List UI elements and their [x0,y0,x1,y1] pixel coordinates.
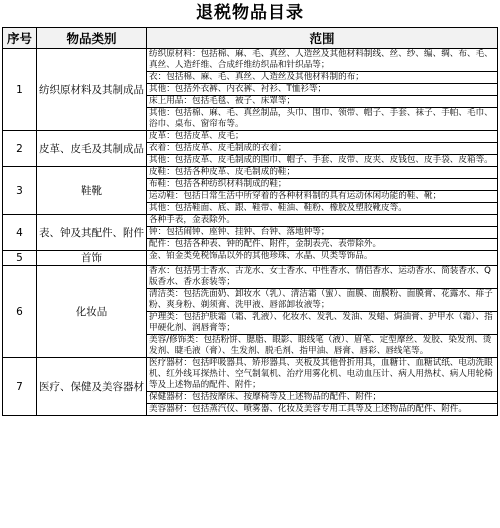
table-row [3,49,498,72]
table-row [3,251,498,266]
scope-cell: 其他：包括鞋面、底、跟、鞋带、鞋油、鞋粉、橡胶及塑胶靴皮等。 [147,203,498,215]
row-number: 2 [3,131,37,167]
scope-cell: 各种手表，金表除外。 [147,215,498,227]
scope-cell: 衣着：包括皮革、皮毛制成的衣着； [147,143,498,155]
row-number: 3 [3,167,37,215]
scope-cell: 护理类：包括护肤霜（霜、乳液）、化妆水、发乳、发油、发蜡、焗油膏、护甲水（霜）、指甲硬化剂、润唇膏等； [147,312,498,335]
category-name: 鞋靴 [37,167,147,215]
scope-cell: 保健器材：包括按摩床、按摩椅等及上述物品的配件、附件； [147,392,498,404]
scope-cell: 其他：包括棉、麻、毛、真丝制品，头巾、围巾、领带、帽子、手套、袜子、手帕、毛巾、浴巾、桌布、窗帘布等。 [147,108,498,131]
category-name: 化妆品 [37,266,147,358]
scope-cell: 衣：包括棉、麻、毛、真丝、人造丝及其他材料制的布； [147,72,498,84]
scope-cell: 其他：包括皮革、皮毛制成的围巾、帽子、手套、皮带、皮夹、皮钱包、皮手袋、皮箱等。 [147,155,498,167]
scope-cell: 美容/修饰类：包括粉饼、腮脂、眼影、眼线笔（液）、眉笔、定型摩丝、发胶、染发剂、烫发剂、睫毛液（膏）、生发剂、脱毛剂、指甲油、唇膏、唇彩、唇线笔等。 [147,335,498,358]
category-name: 纺织原材料及其制成品 [37,49,147,131]
scope-cell: 配件：包括各种表、钟的配件、附件，金制表壳、表带除外。 [147,239,498,251]
catalog-table [2,27,498,416]
row-number: 6 [3,266,37,358]
table-row [3,131,498,143]
scope-cell: 皮革：包括皮革、皮毛； [147,131,498,143]
category-name: 医疗、保健及美容器材 [37,358,147,416]
scope-cell: 布鞋：包括各种纺织材料制成的鞋； [147,179,498,191]
scope-cell: 床上用品：包括毛毯、被子、床罩等； [147,96,498,108]
table-header-row [3,28,498,49]
category-name: 首饰 [37,251,147,266]
scope-cell: 皮鞋：包括各种皮革、皮毛制成的鞋； [147,167,498,179]
category-name: 表、钟及其配件、附件 [37,215,147,251]
header-scope: 范围 [147,28,498,49]
document-title: 退税物品目录 [196,3,304,23]
row-number: 1 [3,49,37,131]
scope-cell: 钟：包括闹钟、座钟、挂钟、台钟、落地钟等； [147,227,498,239]
table-row [3,215,498,227]
row-number: 7 [3,358,37,416]
table-row [3,358,498,392]
row-number: 5 [3,251,37,266]
scope-cell: 纺织原材料：包括棉、麻、毛、真丝、人造丝及其他材料制线、丝、纱、编、绸、布、毛、真丝、人造纤维、合成纤维纺织品和针织品等； [147,49,498,72]
scope-cell: 医疗器材：包括呼吸器具、矫形器具、夹板及其他骨折用具，血糖计、血糖试纸、电动洗眼机、红外线耳探热计、空气制氧机、治疗用雾化机、电动血压计、病人用热杖、病人用轮椅等及上述物品的配件、附件； [147,358,498,392]
scope-cell: 运动鞋：包括日常生活中所穿着的各种材料制的具有运动休闲功能的鞋、靴； [147,191,498,203]
scope-cell: 其他：包括外衣裤、内衣裤、衬衫、T恤衫等； [147,84,498,96]
header-no: 序号 [3,28,37,49]
scope-cell: 香水：包括男士香水、古龙水、女士香水、中性香水、情侣香水、运动香水、简装香水、Q版香水、香水套装等； [147,266,498,289]
table-row [3,167,498,179]
table-row [3,266,498,289]
scope-cell: 金、铂金类免税饰品以外的其他珍珠、水晶、贝类等饰品。 [147,251,498,266]
table-body [3,49,498,416]
scope-cell: 清洁类：包括洗面奶、卸妆水（乳）、清洁霜（蜜）、面膜、面膜粉、面膜膏、花露水、痱子粉、爽身粉、剃须膏、洗甲液、唇部卸妆液等； [147,289,498,312]
category-name: 皮革、皮毛及其制成品 [37,131,147,167]
scope-cell: 美容器材：包括蒸汽仪、喷雾器、化妆及美容专用工具等及上述物品的配件、附件。 [147,404,498,416]
header-category: 物品类别 [37,28,147,49]
row-number: 4 [3,215,37,251]
